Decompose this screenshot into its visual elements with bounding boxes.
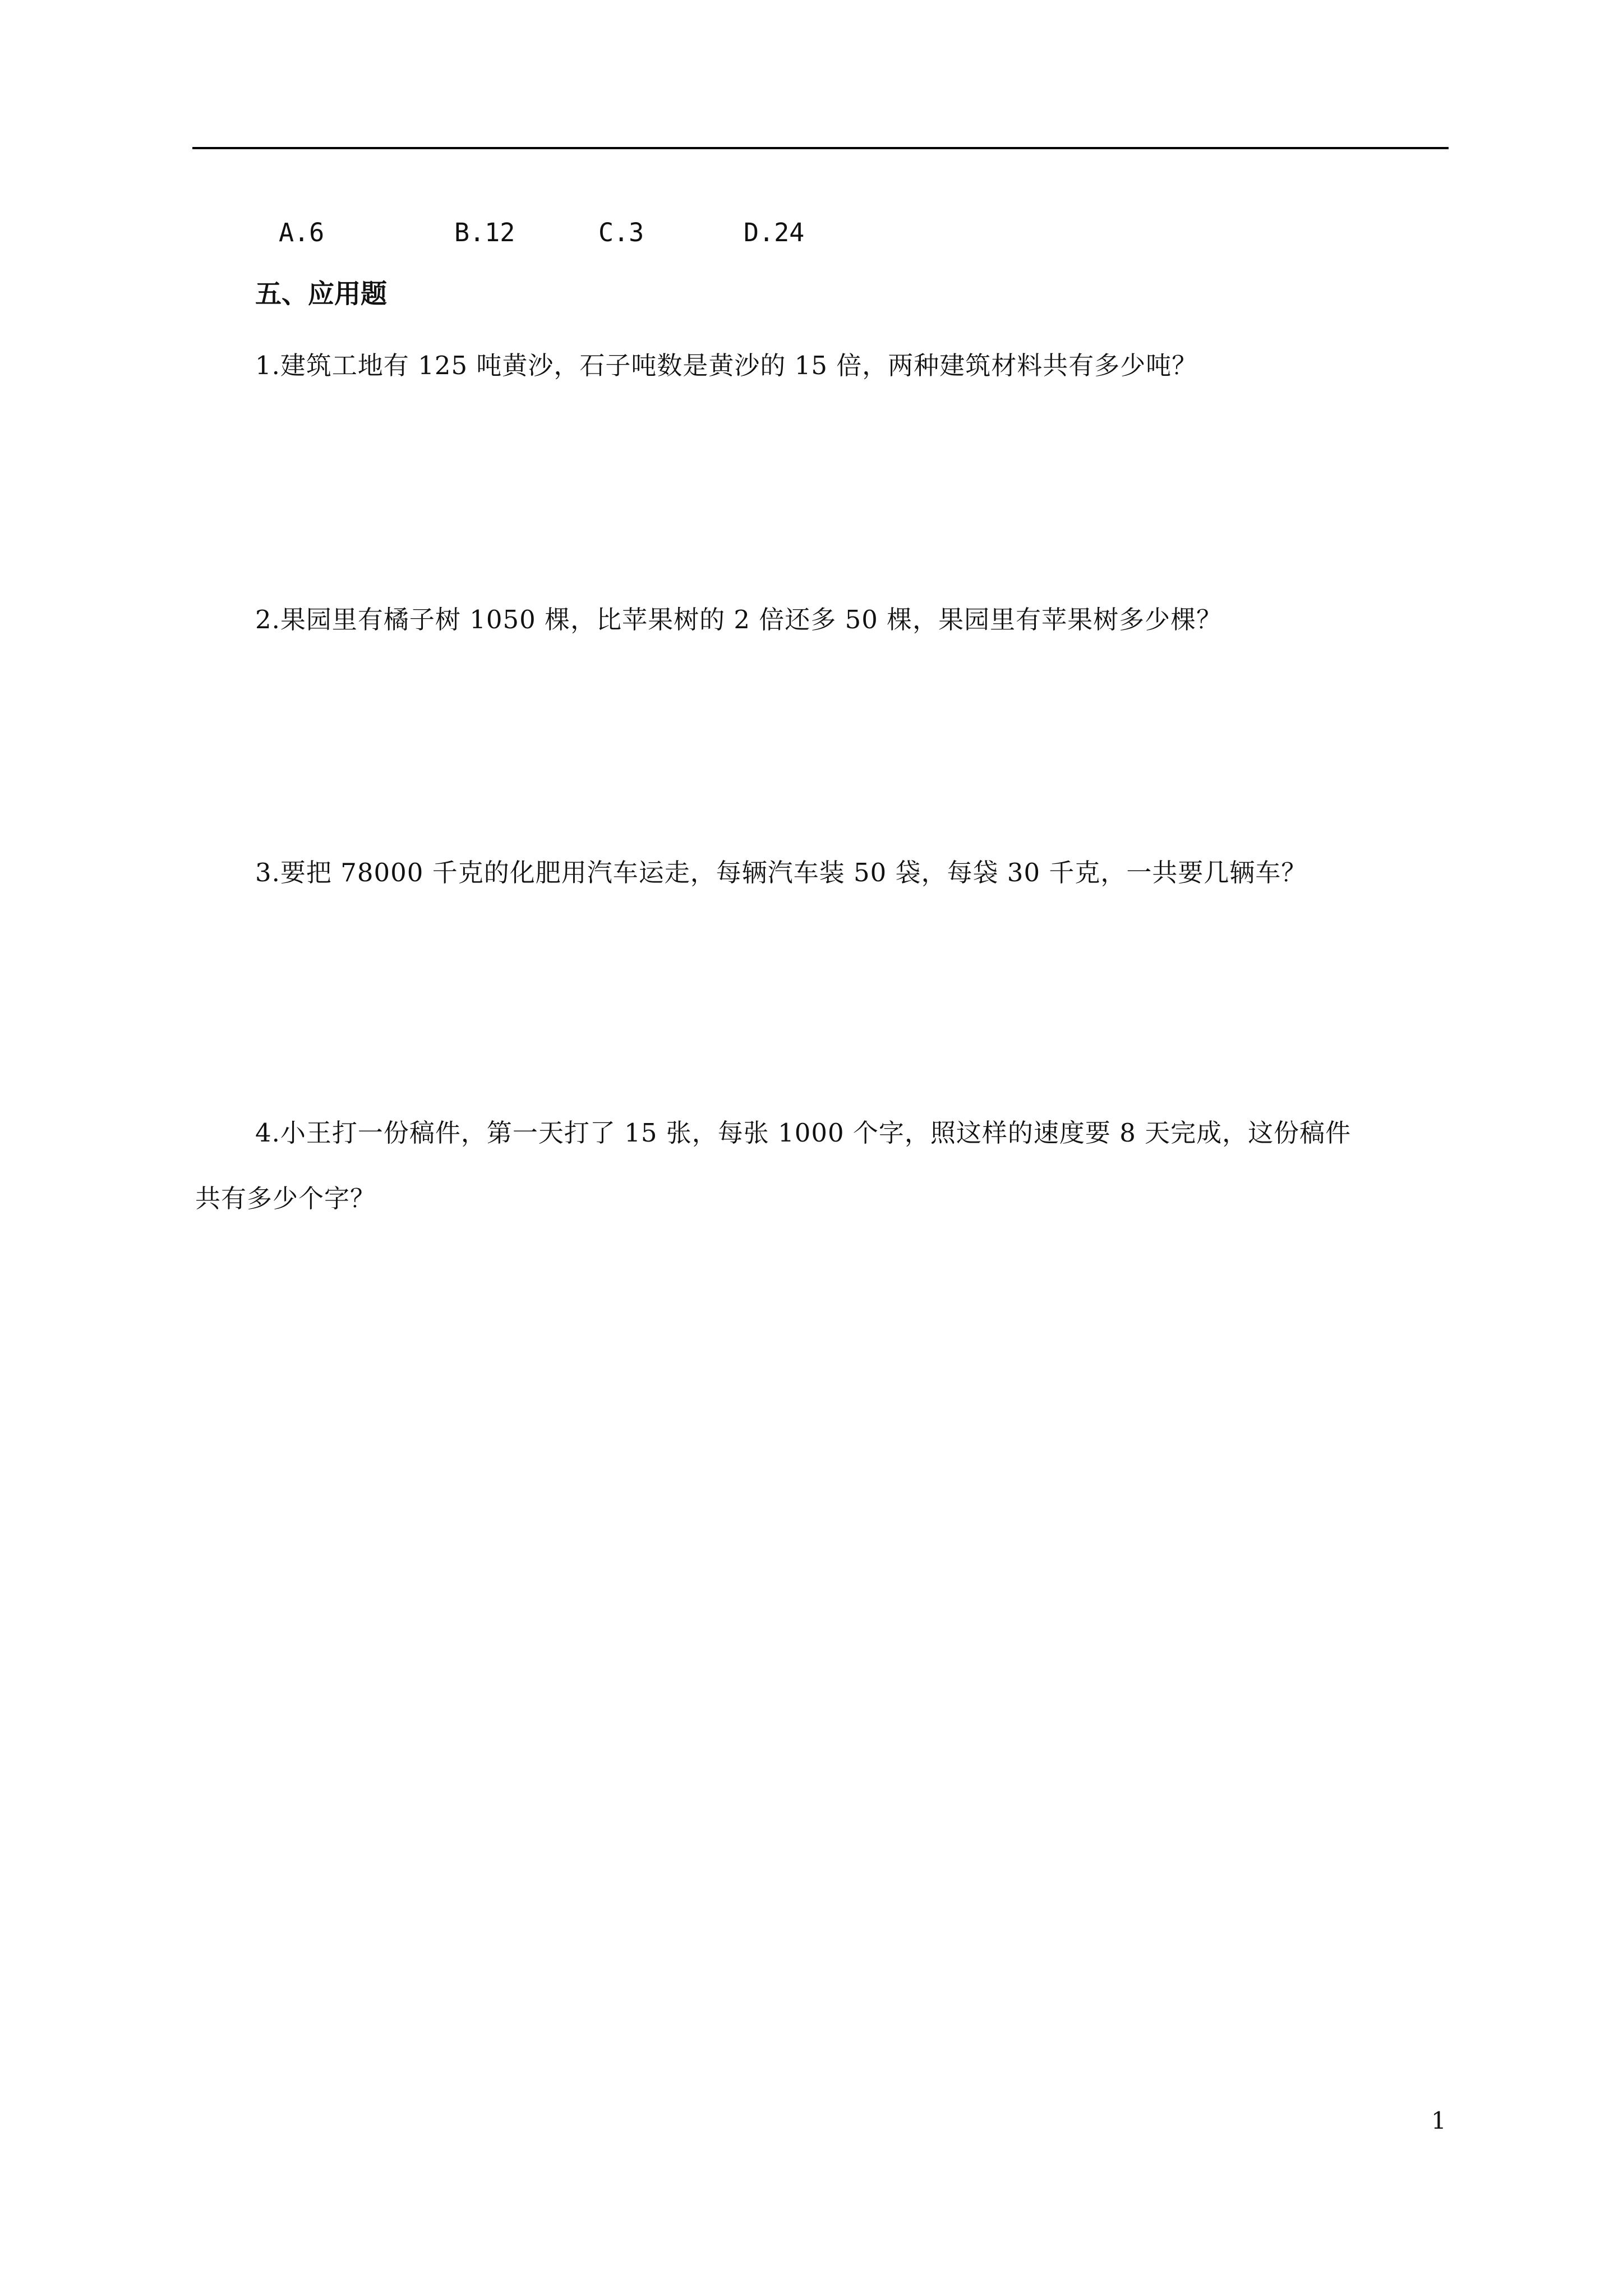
question-3: 3.要把 78000 千克的化肥用汽车运走，每辆汽车装 50 袋，每袋 30 千克，一共要几辆车？: [255, 858, 1307, 887]
page-number: 1: [1431, 2107, 1446, 2134]
choice-a: A.6: [279, 218, 325, 247]
question-4-line-1: 4.小王打一份稿件，第一天打了 15 张，每张 1000 个字，照这样的速度要 8 天完成，这份稿件: [255, 1118, 1352, 1148]
section-heading: 五、应用题: [255, 279, 387, 310]
choice-d: D.24: [744, 218, 805, 247]
choice-b: B.12: [454, 218, 515, 247]
question-2: 2.果园里有橘子树 1050 棵，比苹果树的 2 倍还多 50 棵，果园里有苹果树多少棵？: [255, 605, 1223, 634]
header-rule: [192, 147, 1449, 149]
choice-c: C.3: [598, 218, 644, 247]
question-1: 1.建筑工地有 125 吨黄沙，石子吨数是黄沙的 15 倍，两种建筑材料共有多少吨？: [255, 351, 1198, 380]
question-4-line-2: 共有多少个字？: [195, 1184, 376, 1213]
